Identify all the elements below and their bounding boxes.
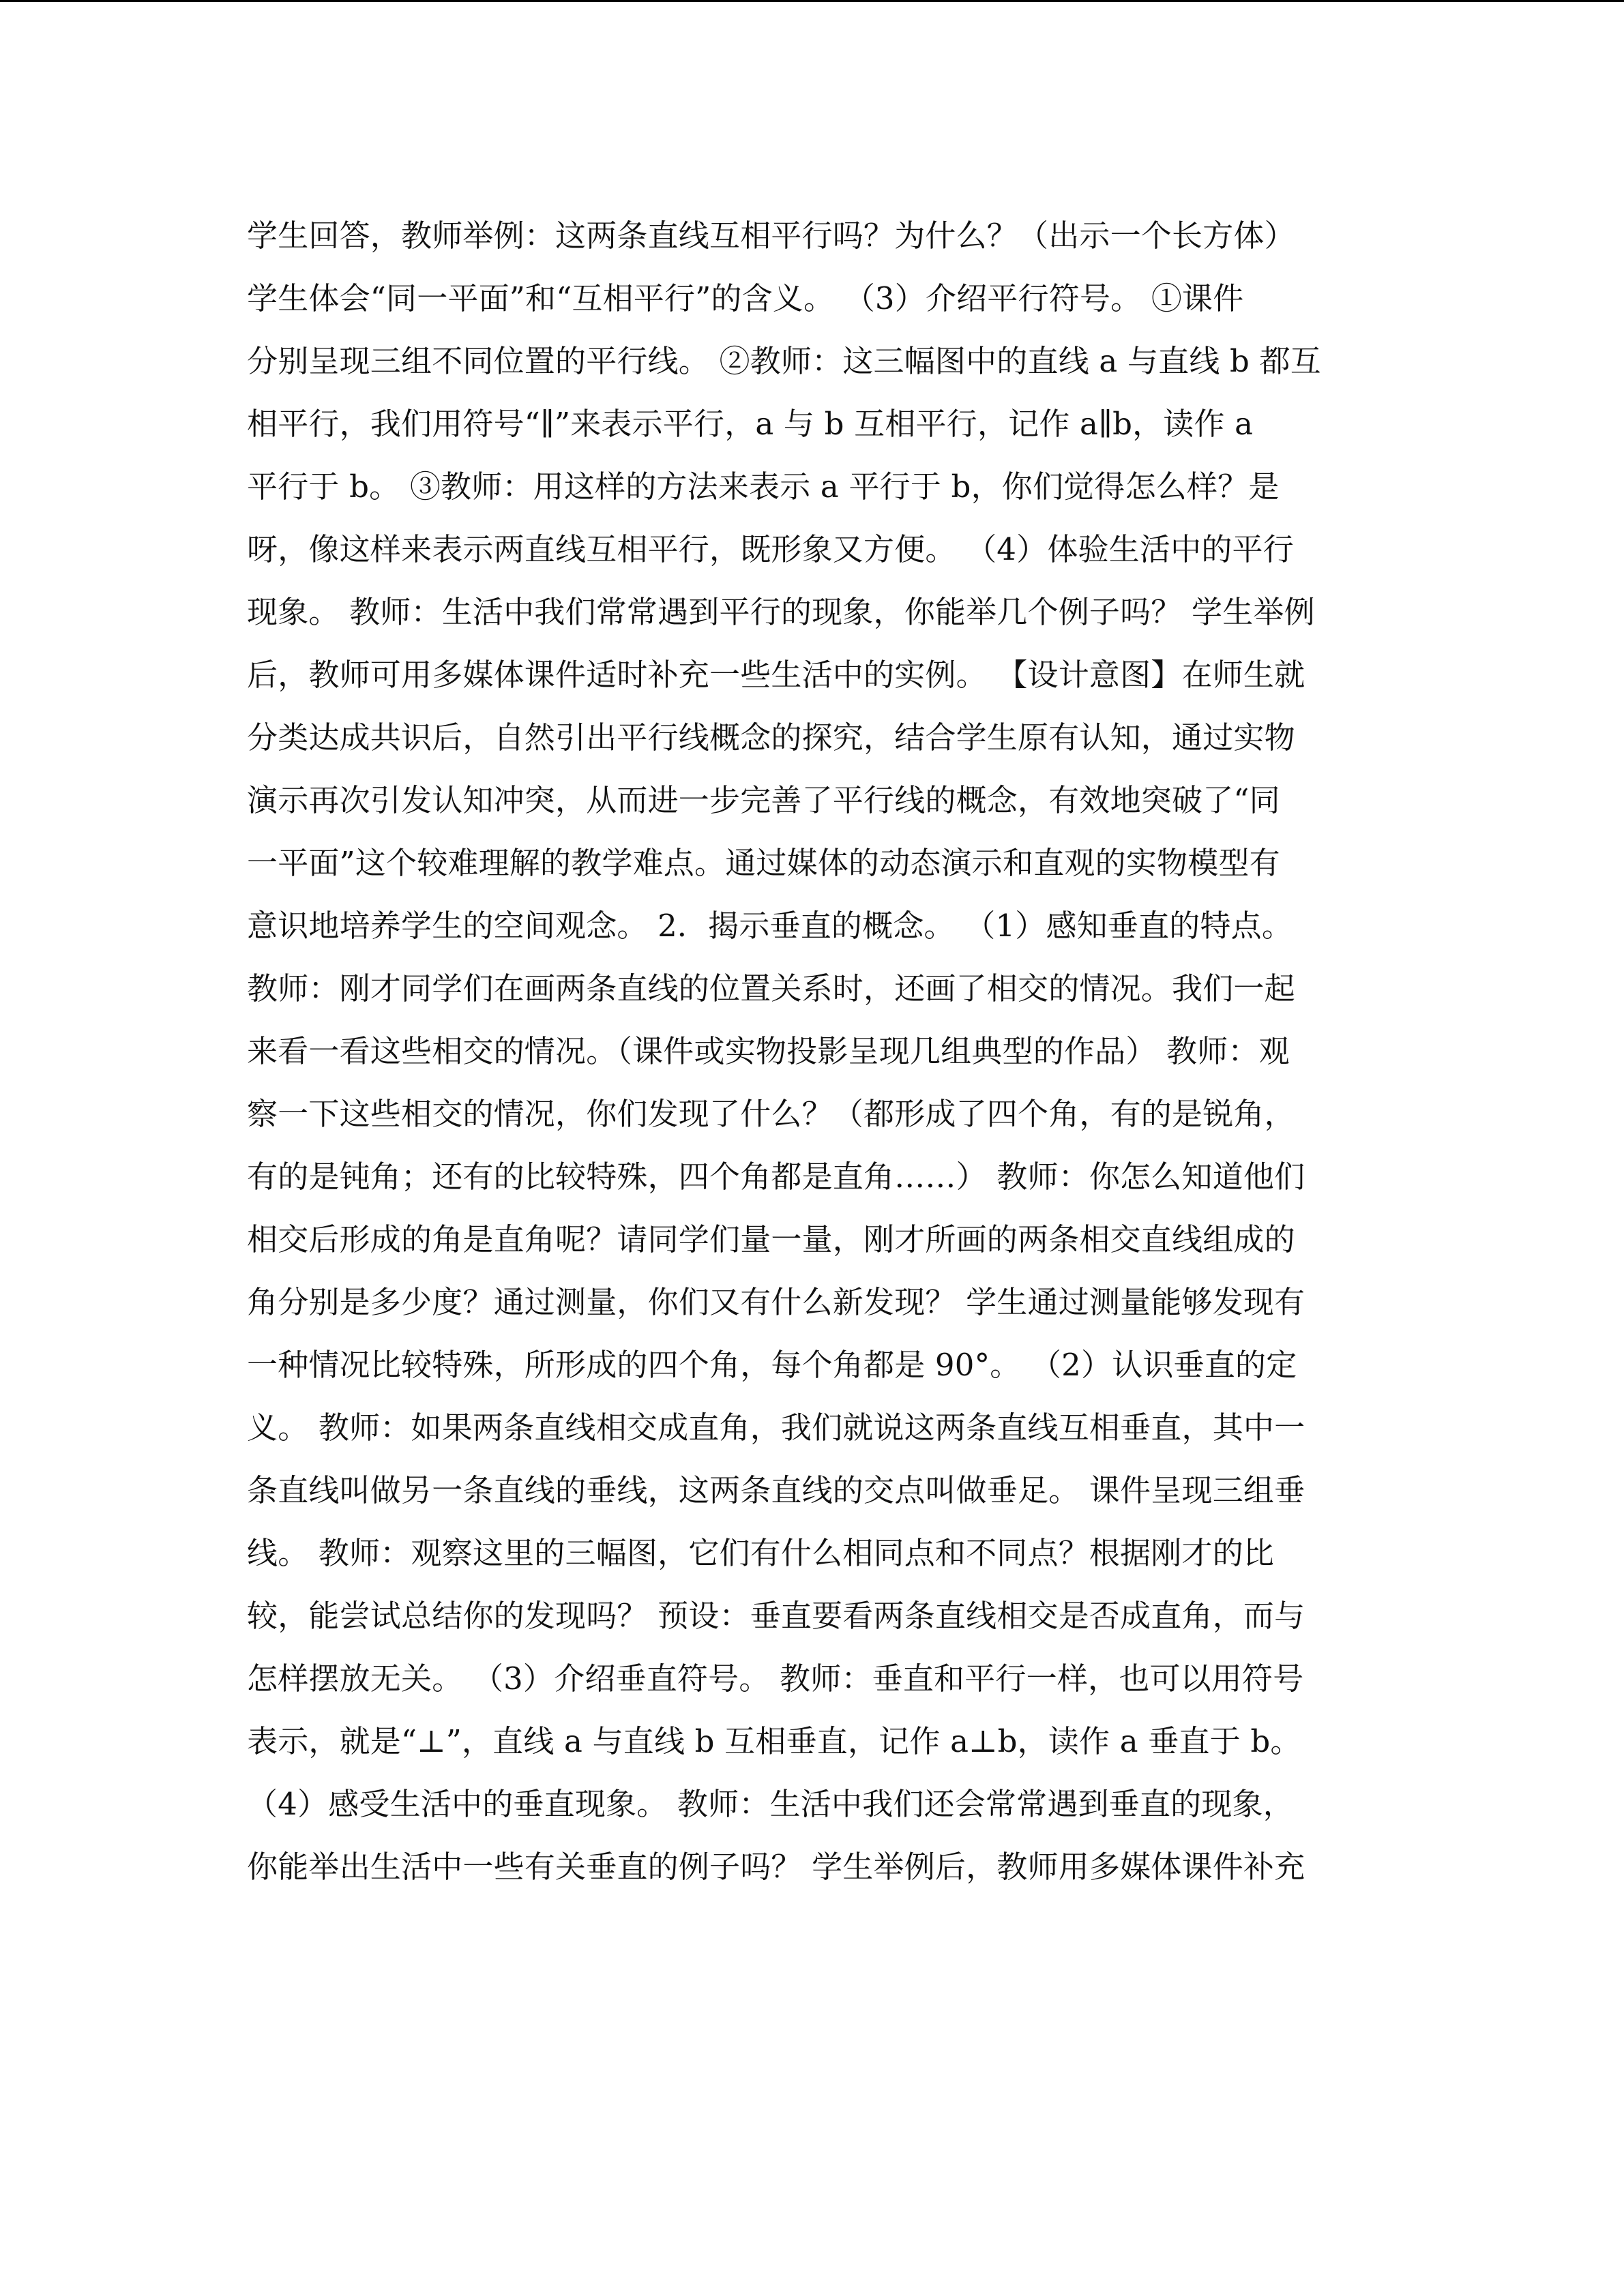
- text-line: 察一下这些相交的情况，你们发现了什么？（都形成了四个角，有的是锐角，: [247, 1096, 1295, 1132]
- text-line: 意识地培养学生的空间观念。 2．揭示垂直的概念。 （1）感知垂直的特点。: [247, 908, 1293, 944]
- body-text: [247, 205, 1379, 1898]
- text-line: 学生体会“同一平面”和“互相平行”的含义。 （3）介绍平行符号。 ①课件: [247, 280, 1244, 316]
- text-line: 现象。 教师：生活中我们常常遇到平行的现象，你能举几个例子吗？ 学生举例: [247, 594, 1315, 630]
- text-line: 有的是钝角；还有的比较特殊，四个角都是直角……） 教师：你怎么知道他们: [247, 1159, 1305, 1195]
- text-line: 角分别是多少度？通过测量，你们又有什么新发现？ 学生通过测量能够发现有: [247, 1284, 1305, 1320]
- text-line: 一种情况比较特殊，所形成的四个角，每个角都是 90°。 （2）认识垂直的定: [247, 1347, 1297, 1383]
- page-top-border: [0, 0, 1624, 2]
- text-line: （4）感受生活中的垂直现象。 教师：生活中我们还会常常遇到垂直的现象，: [247, 1786, 1294, 1822]
- text-line: 来看一看这些相交的情况。（课件或实物投影呈现几组典型的作品） 教师：观: [247, 1033, 1290, 1069]
- text-line: 演示再次引发认知冲突，从而进一步完善了平行线的概念，有效地突破了“同: [247, 782, 1280, 818]
- text-line: 线。 教师：观察这里的三幅图，它们有什么相同点和不同点？根据刚才的比: [247, 1535, 1275, 1571]
- text-line: 表示，就是“⊥”，直线 a 与直线 b 互相垂直，记作 a⊥b，读作 a 垂直于 b。: [247, 1723, 1301, 1759]
- text-line: 相交后形成的角是直角呢？请同学们量一量，刚才所画的两条相交直线组成的: [247, 1221, 1295, 1257]
- text-line: 条直线叫做另一条直线的垂线，这两条直线的交点叫做垂足。 课件呈现三组垂: [247, 1472, 1305, 1508]
- text-line: 后，教师可用多媒体课件适时补充一些生活中的实例。 【设计意图】在师生就: [247, 657, 1305, 693]
- text-line: 怎样摆放无关。 （3）介绍垂直符号。 教师：垂直和平行一样，也可以用符号: [247, 1660, 1304, 1697]
- text-line: 一平面”这个较难理解的教学难点。通过媒体的动态演示和直观的实物模型有: [247, 845, 1280, 881]
- text-line: 呀，像这样来表示两直线互相平行，既形象又方便。 （4）体验生活中的平行: [247, 531, 1294, 567]
- text-line: 相平行，我们用符号“∥”来表示平行，a 与 b 互相平行，记作 a∥b，读作 a: [247, 406, 1254, 442]
- text-line: 分类达成共识后，自然引出平行线概念的探究，结合学生原有认知，通过实物: [247, 719, 1295, 756]
- text-line: 较，能尝试总结你的发现吗？ 预设：垂直要看两条直线相交是否成直角，而与: [247, 1598, 1305, 1634]
- text-line: 学生回答，教师举例：这两条直线互相平行吗？为什么？（出示一个长方体）: [247, 218, 1295, 254]
- text-line: 义。 教师：如果两条直线相交成直角，我们就说这两条直线互相垂直，其中一: [247, 1410, 1305, 1446]
- text-line: 分别呈现三组不同位置的平行线。 ②教师：这三幅图中的直线 a 与直线 b 都互: [247, 343, 1321, 379]
- text-line: 平行于 b。 ③教师：用这样的方法来表示 a 平行于 b，你们觉得怎么样？是: [247, 468, 1280, 505]
- text-line: 你能举出生活中一些有关垂直的例子吗？ 学生举例后，教师用多媒体课件补充: [247, 1849, 1305, 1885]
- text-line: 教师：刚才同学们在画两条直线的位置关系时，还画了相交的情况。我们一起: [247, 970, 1295, 1007]
